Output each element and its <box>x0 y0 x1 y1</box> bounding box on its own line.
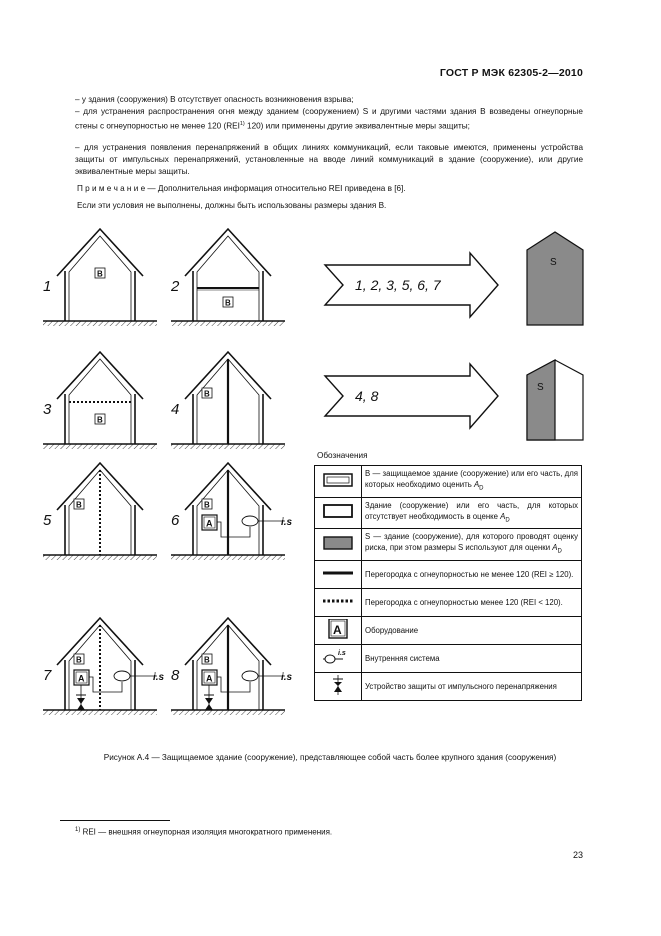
legend-row-spd <box>315 672 582 700</box>
footnote <box>75 827 332 837</box>
legend-text <box>362 529 582 561</box>
b-label: B <box>225 298 231 308</box>
ground-hatch <box>171 710 285 715</box>
internal-system-label: i.s <box>281 517 293 528</box>
ground-hatch <box>171 321 285 326</box>
house-number: 6 <box>171 512 180 529</box>
legend-text-main: Здание (сооружение) или его часть, для которых отсутствует необходимость в оценке <box>365 500 578 521</box>
page-number: 23 <box>572 850 583 860</box>
list-item-fire-walls-text: – для устранения распространения огня между зданием (сооружением) S и другими частями здания В возведены огнеупорные стены с огнеупорностью не менее 120 (REI <box>75 107 583 131</box>
arrows-group <box>325 253 498 428</box>
house-number: 4 <box>171 401 180 418</box>
ground-hatch <box>43 710 157 715</box>
internal-system-icon <box>321 647 355 667</box>
b-label: B <box>76 655 82 665</box>
house-7 <box>43 618 165 715</box>
house-3 <box>43 352 157 449</box>
legend-symbol-unprotected-box-icon <box>315 497 362 529</box>
legend-symbol-dotted-line-icon <box>315 588 362 616</box>
house-6 <box>171 463 293 560</box>
house-5 <box>43 463 157 560</box>
arrow-1-text: 1, 2, 3, 5, 6, 7 <box>355 277 441 293</box>
legend-text-main: Внутренняя система <box>365 653 440 663</box>
s-box-icon <box>321 533 355 553</box>
equipment-label: A <box>206 673 213 684</box>
legend-symbol-spd-icon <box>315 672 362 700</box>
b-label: B <box>97 415 103 425</box>
ground-hatch <box>171 555 285 560</box>
protected-box-icon <box>321 470 355 490</box>
b-label: B <box>97 269 103 279</box>
footnote-mark: 1) <box>75 827 81 833</box>
internal-system-icon <box>242 671 258 681</box>
legend-row-protected-box <box>315 466 582 498</box>
legend-text-ad-sub: D <box>479 485 484 492</box>
box-outer <box>324 474 352 486</box>
legend-text-ad-sub: D <box>505 517 510 524</box>
ground-hatch <box>43 555 157 560</box>
house-number: 5 <box>43 512 52 529</box>
s-building-1 <box>527 232 583 325</box>
houses-group <box>43 229 293 715</box>
ground-hatch <box>43 321 157 326</box>
note-text: — Дополнительная информация относительно REI приведена в [6]. <box>145 184 406 193</box>
footnote-separator <box>60 820 170 821</box>
figure-caption: Рисунок А.4 — Защищаемое здание (сооружение), представляющее собой часть более крупного здания (сооружения) <box>103 753 557 762</box>
spd-icon <box>77 698 85 704</box>
legend-text <box>362 588 582 616</box>
house-number: 2 <box>171 278 180 295</box>
footnote-ref: 1) <box>239 121 245 127</box>
house-2 <box>170 229 285 326</box>
legend-text <box>362 672 582 700</box>
eq-label: A <box>333 622 342 637</box>
legend-row-unprotected-box <box>315 497 582 529</box>
spd-icon <box>205 698 213 704</box>
list-item-fire-walls-tail: 120) или применены другие эквивалентные меры защиты; <box>244 121 470 131</box>
is-ellipse <box>325 655 335 663</box>
legend-text-ad: A <box>552 543 558 553</box>
legend-text <box>362 560 582 588</box>
s-label-1: S <box>550 257 557 268</box>
internal-system-label: i.s <box>153 672 165 683</box>
equipment-label: A <box>206 518 213 529</box>
spd-icon <box>321 675 355 695</box>
b-label: B <box>204 389 210 399</box>
s-buildings-group <box>527 232 583 440</box>
s-label-2: S <box>537 382 544 393</box>
house-1 <box>43 229 157 326</box>
legend-symbol-equipment-icon <box>315 616 362 644</box>
house-4 <box>171 352 285 449</box>
house-number: 1 <box>43 278 52 295</box>
spd-icon-lower <box>205 704 213 710</box>
legend-text-ad: A <box>473 480 480 489</box>
equipment-label: A <box>78 673 85 684</box>
legend-text-ad: A <box>500 511 506 521</box>
spd-icon-lower <box>77 704 85 710</box>
b-label: B <box>204 500 210 510</box>
legend-text-main: Оборудование <box>365 625 419 635</box>
s-building-2-fill <box>527 360 555 440</box>
legend-table <box>314 465 582 701</box>
house-number: 3 <box>43 401 52 418</box>
inner-outline <box>69 236 131 321</box>
legend-symbol-solid-line-icon <box>315 560 362 588</box>
legend-row-s-box <box>315 529 582 561</box>
is-text: i.s <box>338 649 346 657</box>
final-paragraph: Если эти условия не выполнены, должны быть использованы размеры здания В. <box>77 201 387 210</box>
b-label: B <box>76 500 82 510</box>
ground-hatch <box>171 444 285 449</box>
legend-symbol-internal-system-icon <box>315 644 362 672</box>
list-item-explosion: – у здания (сооружения) В отсутствует опасность возникновения взрыва; <box>75 95 354 104</box>
inner-outline <box>197 236 259 321</box>
legend-row-equipment <box>315 616 582 644</box>
house-number: 8 <box>171 667 180 684</box>
internal-system-icon <box>114 671 130 681</box>
legend-text-main: B — защищаемое здание (сооружение) или его часть, для которых необходимо оценить <box>365 469 578 489</box>
box <box>324 537 352 549</box>
unprotected-box-icon <box>321 501 355 521</box>
ground-hatch <box>43 444 157 449</box>
legend-text-main: Устройство защиты от импульсного перенапряжения <box>365 681 557 691</box>
legend-text <box>362 497 582 529</box>
legend-text-main: Перегородка с огнеупорностью менее 120 (REI < 120). <box>365 597 563 607</box>
legend-title: Обозначения <box>317 451 368 460</box>
legend-text <box>362 644 582 672</box>
legend-text-main: S — здание (сооружение), для которого проводят оценку риска, при этом размеры S используют для оценки <box>365 532 578 553</box>
internal-system-label: i.s <box>281 672 293 683</box>
spd-lower <box>334 686 342 692</box>
note-label: П р и м е ч а н и е <box>77 184 146 193</box>
equipment-icon <box>321 619 355 639</box>
legend-text-ad-sub: D <box>557 548 562 555</box>
legend-row-internal-system <box>315 644 582 672</box>
legend-row-dotted-line <box>315 588 582 616</box>
b-label: B <box>204 655 210 665</box>
arrow-2 <box>325 364 498 428</box>
legend-symbol-s-box-icon <box>315 529 362 561</box>
legend-text <box>362 466 582 498</box>
internal-system-icon <box>242 516 258 526</box>
arrow-2-text: 4, 8 <box>355 388 379 404</box>
legend-text <box>362 616 582 644</box>
house-8 <box>171 618 293 715</box>
list-item-surge: – для устранения появления перенапряжений в общих линиях коммуникаций, если таковые имеются, применены устройства защиты от импульсных перенапряжений, установленные на вводе линий коммуникаций в здание (сооружение), или другие эквивалентные меры защиты. <box>75 143 583 176</box>
dotted-line-icon <box>321 591 355 611</box>
spd-upper <box>334 682 342 686</box>
legend-text-main: Перегородка с огнеупорностью не менее 120 (REI ≥ 120). <box>365 569 574 579</box>
box <box>324 505 352 517</box>
footnote-text: REI — внешняя огнеупорная изоляция многократного применения. <box>80 827 333 837</box>
solid-line-icon <box>321 563 355 583</box>
legend-symbol-protected-box-icon <box>315 466 362 498</box>
legend-row-solid-line <box>315 560 582 588</box>
document-header: ГОСТ Р МЭК 62305-2—2010 <box>439 67 583 79</box>
house-number: 7 <box>43 667 52 684</box>
